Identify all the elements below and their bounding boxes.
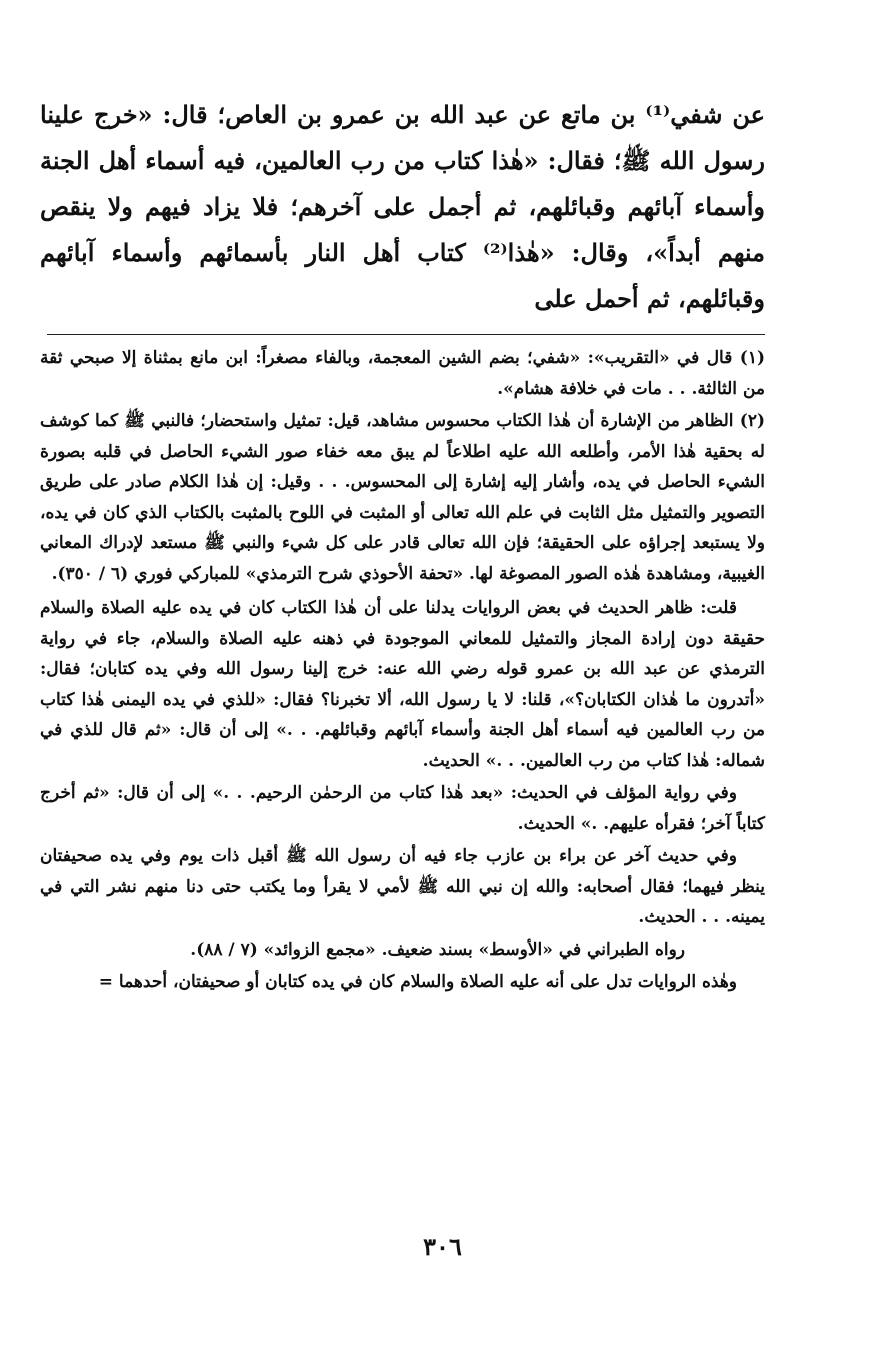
main-text <box>40 92 765 322</box>
footnote-divider <box>47 334 765 335</box>
commentary-paragraph-4: وهٰذه الروايات تدل على أنه عليه الصلاة والسلام كان في يده كتابان أو صحيفتان، أحدهما = <box>98 972 737 992</box>
page-number: ٣٠٦ <box>423 1232 462 1261</box>
commentary-paragraph-3: وفي حديث آخر عن براء بن عازب جاء فيه أن رسول الله ﷺ أقبل ذات يوم وفي يده صحيفتان ينظر فيهما؛ فقال أصحابه: والله إن نبي الله ﷺ لأمي لا يقرأ وما يكتب حتى دنا منهم نشر التي في يمينه. . . الحديث. <box>40 846 765 927</box>
footnote-2: (٢) الظاهر من الإشارة أن هٰذا الكتاب محسوس مشاهد، قيل: تمثيل واستحضار؛ فالنبي ﷺ كما كوشف له بحقية هٰذا الأمر، وأطلعه الله عليه اطلاعاً لم يبق معه خفاء صور الشيء الحاصل في قلبه بصورة الشيء الحاصل في يده، وأشار إليه إشارة إلى المحسوس. . . وقيل: إن هٰذا الكلام صادر على طريق التصوير والتمثيل مثل الثابت في علم الله تعالى أو المثبت في اللوح بالمثبت بالكتاب الذي كان في يده، ولا يستبعد إجراؤه على الحقيقة؛ فإن الله تعالى قادر على كل شيء والنبي ﷺ مستعد لإدراك المعاني الغيبية، ومشاهدة هٰذه الصور المصوغة لها. «تحفة الأحوذي شرح الترمذي» للمباركي فوري (٦ / ٣٥٠). <box>40 411 765 584</box>
footnotes <box>40 343 765 589</box>
commentary-paragraph-1: قلت: ظاهر الحديث في بعض الروايات يدلنا على أن هٰذا الكتاب كان في يده عليه الصلاة والسلام حقيقة دون إرادة المجاز والتمثيل للمعاني الموجودة في ذهنه عليه الصلاة والسلام، جاء في رواية الترمذي عن عبد الله بن عمرو قوله رضي الله عنه: خرج إلينا رسول الله وفي يده كتابان؛ فقال: «أتدرون ما هٰذان الكتابان؟»، قلنا: لا يا رسول الله، ألا تخبرنا؟ فقال: «للذي في يده اليمنى هٰذا كتاب من رب العالمين فيه أسماء أهل الجنة وأسماء آبائهم وقبائلهم. . .» إلى أن قال: «ثم قال للذي في شماله: هٰذا كتاب من رب العالمين. . .» الحديث. <box>40 598 765 771</box>
main-paragraph: عن شفي⁽¹⁾ بن ماتع عن عبد الله بن عمرو بن العاص؛ قال: «خرج علينا رسول الله ﷺ؛ فقال: «هٰذا كتاب من رب العالمين، فيه أسماء أهل الجنة وأسماء آبائهم وقبائلهم، ثم أجمل على آخرهم؛ فلا يزاد فيهم ولا ينقص منهم أبداً»، وقال: «هٰذا⁽²⁾ كتاب أهل النار بأسمائهم وأسماء آبائهم وقبائلهم، ثم أحمل على <box>40 100 765 313</box>
commentary-citation: رواه الطبراني في «الأوسط» بسند ضعيف. «مجمع الزوائد» (٧ / ٨٨). <box>190 939 685 960</box>
footnote-1: (١) قال في «التقريب»: «شفي؛ بضم الشين المعجمة، وبالفاء مصغراً: ابن مانع بمثناة إلا صبحي ثقة من الثالثة. . . مات في خلافة هشام». <box>40 348 765 399</box>
commentary-paragraph-2: وفي رواية المؤلف في الحديث: «بعد هٰذا كتاب من الرحمٰن الرحيم. . .» إلى أن قال: «ثم أخرج كتاباً آخر؛ فقرأه عليهم. .» الحديث. <box>40 783 765 834</box>
page-body <box>40 92 765 1000</box>
commentary <box>40 593 765 998</box>
